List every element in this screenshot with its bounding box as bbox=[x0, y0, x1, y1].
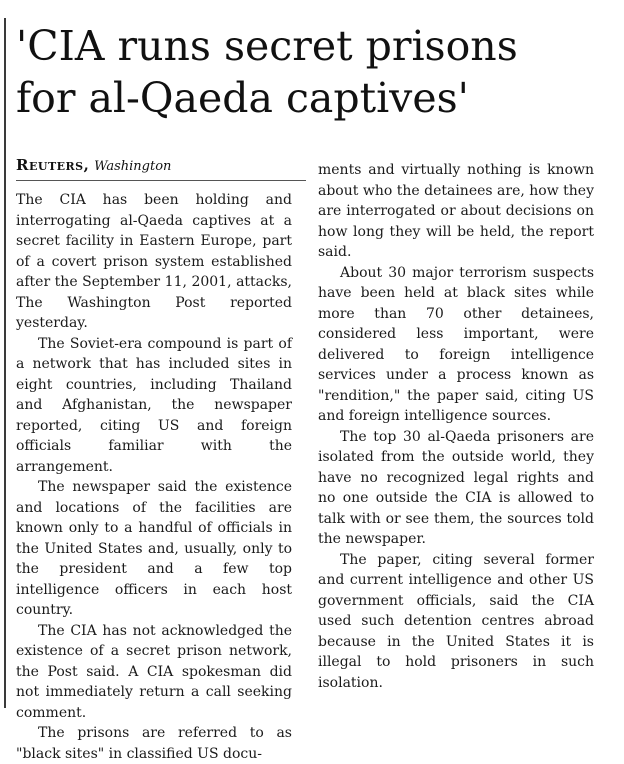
paragraph: The CIA has been holding and interrogating al-Qaeda captives at a secret facility in Eastern Europe, part of a covert prison system established after the September 11, 2001, attacks, The Washington Post reported yesterday. bbox=[16, 192, 292, 331]
paragraph: The paper, citing several former and current intelligence and other US government officials, said the CIA used such detention centres abroad because in the United States it is illegal to hold prisoners in such isolation. bbox=[318, 551, 594, 691]
paragraph: The Soviet-era compound is part of a network that has included sites in eight countries, including Thailand and Afghanistan, the newspaper reported, citing US and foreign officials familiar with the arrangement. bbox=[16, 335, 292, 475]
body-column-1 bbox=[16, 190, 292, 764]
paragraph: The newspaper said the existence and locations of the facilities are known only to a handful of officials in the United States and, usually, only to the president and a few top intelligence officers in each host country. bbox=[16, 479, 292, 618]
paragraph: About 30 major terrorism suspects have been held at black sites while more than 70 other detainees, considered less important, were delivered to foreign intelligence services under a process known as "rendition," the paper said, citing US and foreign intelligence sources. bbox=[318, 264, 594, 424]
headline-line-2: for al-Qaeda captives' bbox=[16, 74, 469, 122]
byline-agency: Reuters, bbox=[16, 156, 90, 174]
paragraph: The CIA has not acknowledged the existence of a secret prison network, the Post said. A CIA spokesman did not immediately return a call seeking comment. bbox=[16, 622, 292, 721]
paragraph: ments and virtually nothing is known about who the detainees are, how they are interrogated or about decisions on how long they will be held, the report said. bbox=[318, 162, 594, 260]
headline bbox=[16, 20, 616, 124]
paragraph: The prisons are referred to as "black sites" in classified US docu- bbox=[16, 725, 292, 762]
headline-line-1: 'CIA runs secret prisons bbox=[16, 22, 518, 70]
body-column-2 bbox=[318, 160, 594, 693]
column-rule bbox=[4, 18, 6, 708]
byline bbox=[16, 156, 306, 174]
byline-place: Washington bbox=[94, 159, 172, 174]
byline-rule bbox=[16, 180, 306, 181]
paragraph: The top 30 al-Qaeda prisoners are isolated from the outside world, they have no recognized legal rights and no one outside the CIA is allowed to talk with or see them, the sources told the newspaper. bbox=[318, 428, 594, 547]
